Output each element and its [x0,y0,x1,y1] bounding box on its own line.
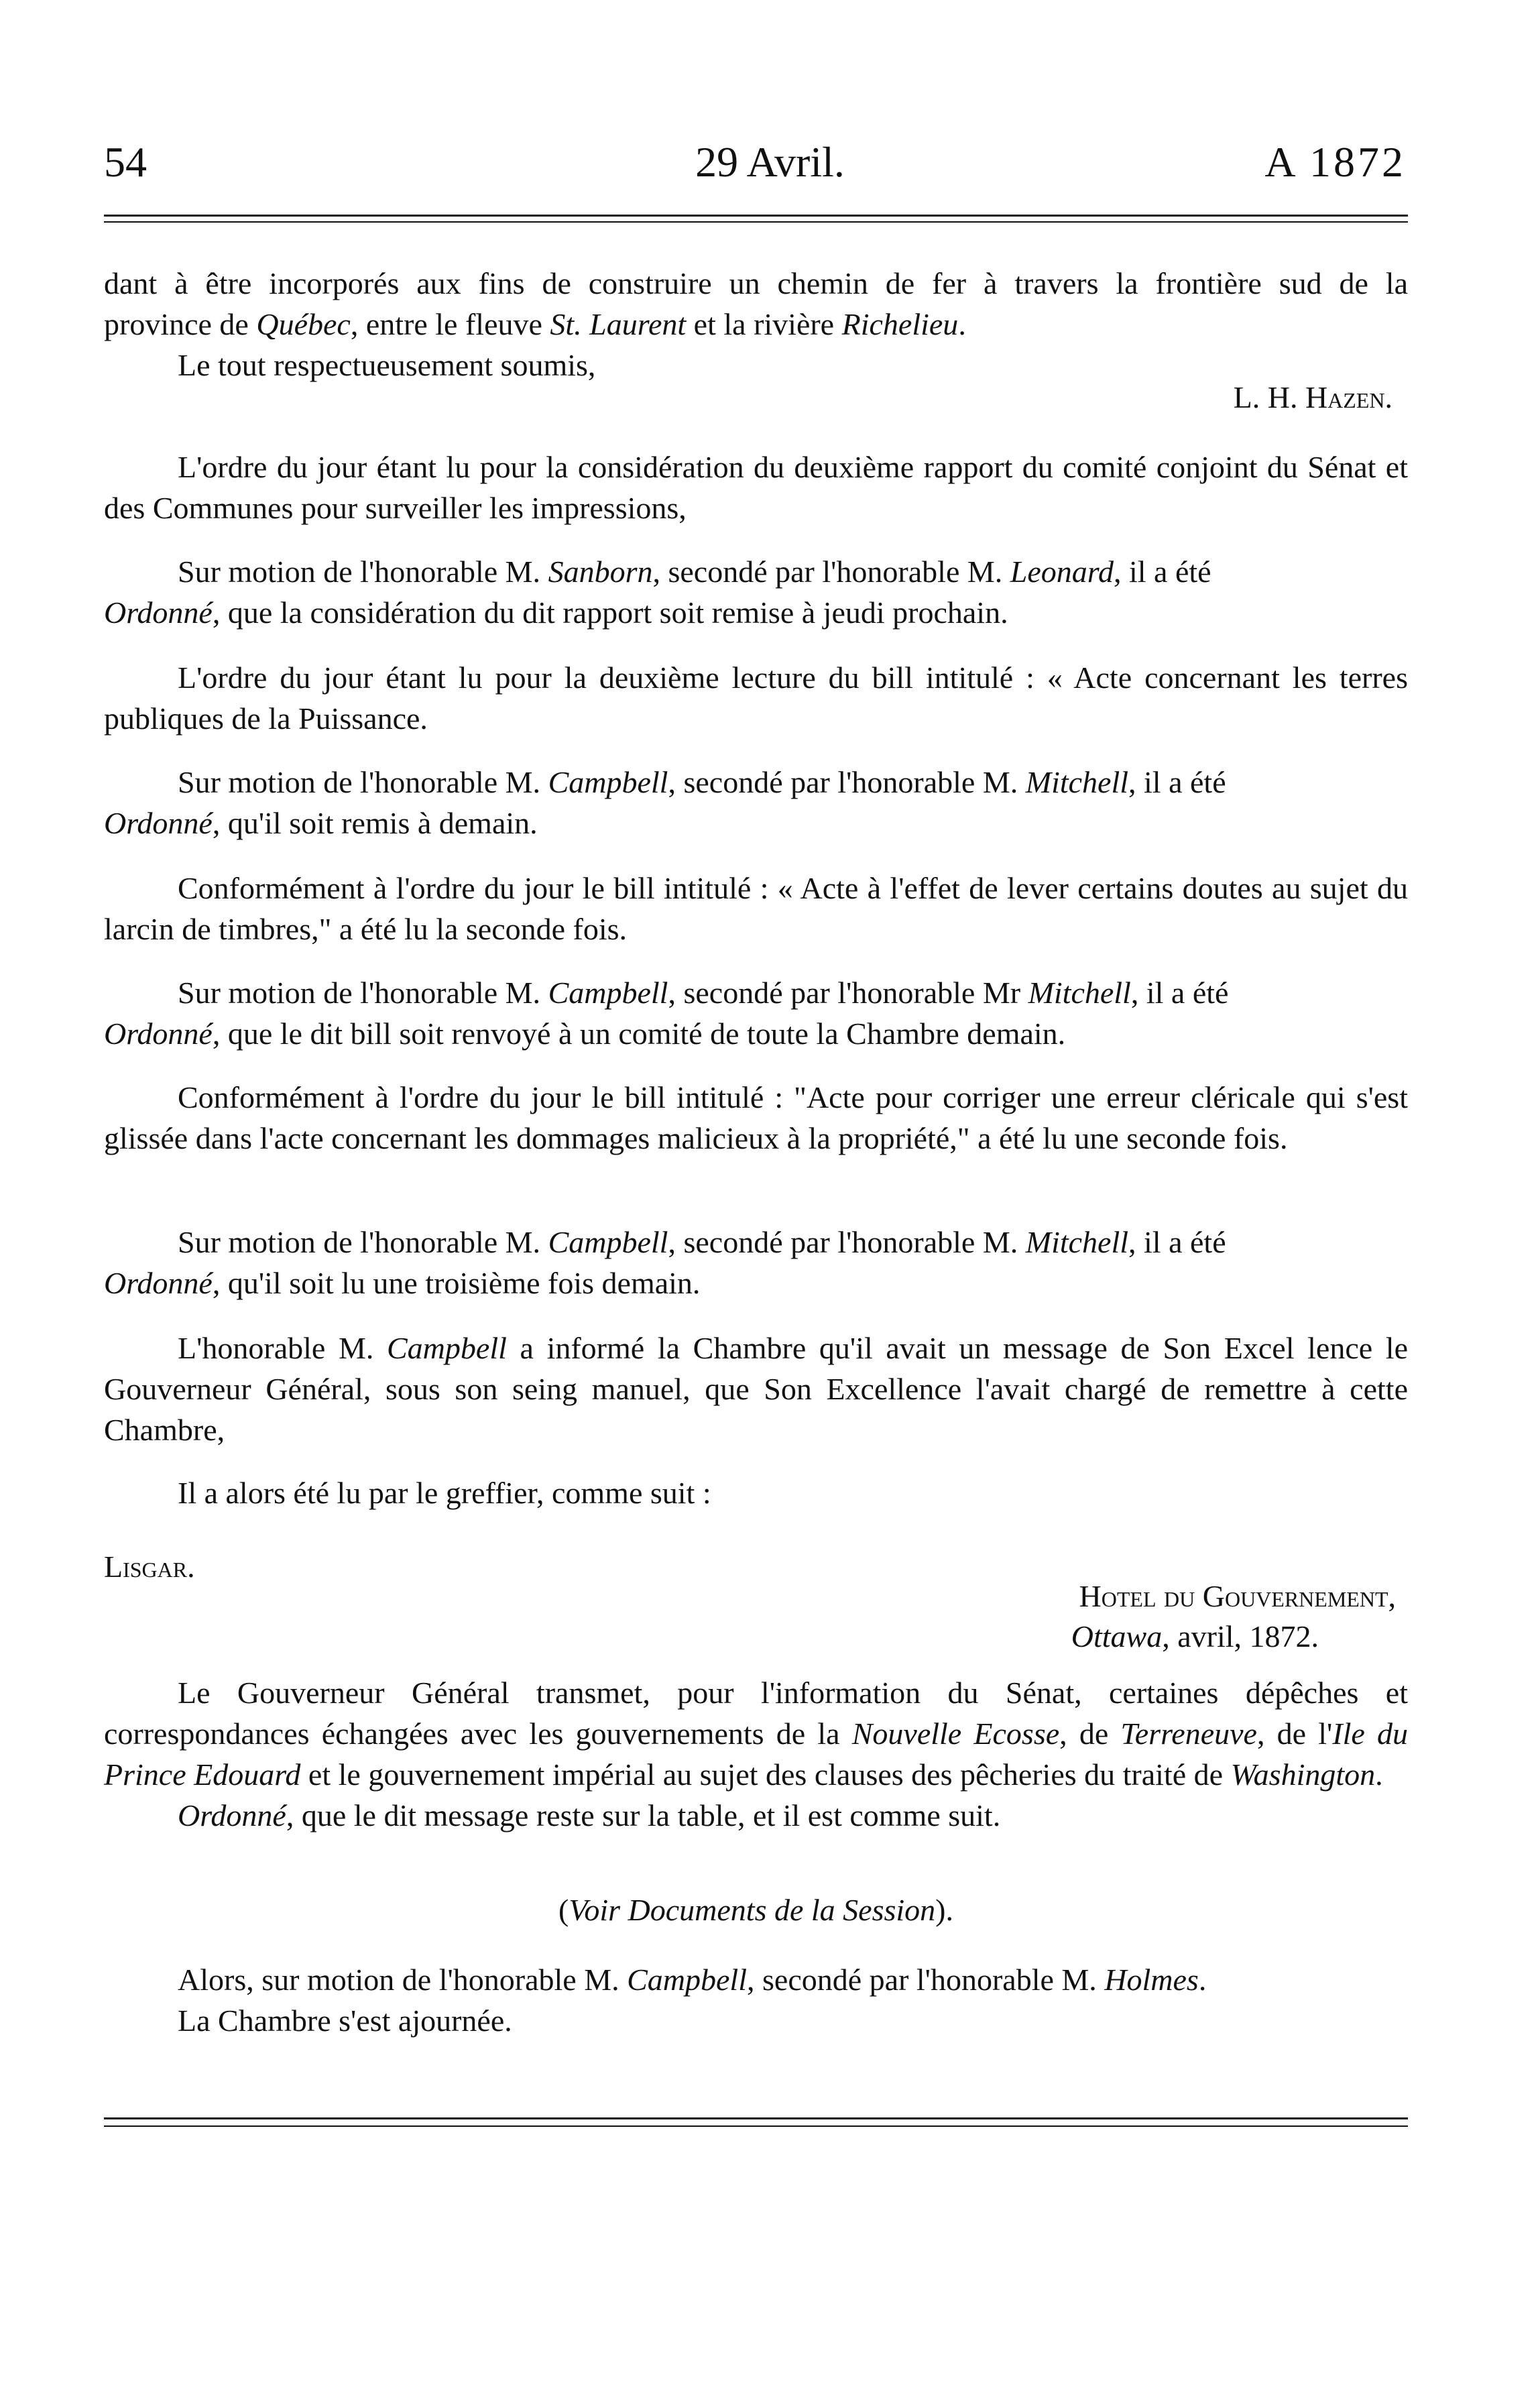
paragraph-order-report: L'ordre du jour étant lu pour la considération du deuxième rapport du comité conjoint du Sénat et des Communes pour surveiller les impressions, [104,450,1408,525]
paragraph-motion-campbell-1: Sur motion de l'honorable M. Campbell, secondé par l'honorable M. Mitchell, il a été Ordonné, qu'il soit remis à demain. [104,765,1226,840]
paragraph-message-governor: L'honorable M. Campbell a informé la Chambre qu'il avait un message de Son Excel lence le Gouverneur Général, sous son seing manuel, que Son Excellence l'avait chargé de remettre à cette Chambre, [104,1331,1408,1447]
paragraph-governor-transmits: Le Gouverneur Général transmet, pour l'information du Sénat, certaines dépêches et correspondances échangées avec les gouvernements de la Nouvelle Ecosse, de Terreneuve, de l'Ile du Prince Edouard et le gouvernement impérial au sujet des clauses des pêcheries du traité de Washington. Ordonné, que le dit message reste sur la table, et il est comme suit. [104,1672,1408,1836]
page-number: 54 [104,138,147,186]
page-year: A 1872 [1264,138,1406,186]
paragraph-motion-sanborn: Sur motion de l'honorable M. Sanborn, secondé par l'honorable M. Leonard, il a été Ordonné, que la considération du dit rapport soit remise à jeudi prochain. [104,555,1211,630]
footer-rule-bottom [104,2125,1408,2127]
page-date: 29 Avril. [695,138,845,186]
letter-place-line: Hotel du Gouvernement, [1079,1579,1396,1613]
paragraph-order-bill-lands: L'ordre du jour étant lu pour la deuxième lecture du bill intitulé : « Acte concernant les terres publiques de la Puissance. [104,660,1408,736]
paragraph-motion-campbell-3: Sur motion de l'honorable M. Campbell, secondé par l'honorable M. Mitchell, il a été Ordonné, qu'il soit lu une troisième fois demain. [104,1225,1226,1300]
paragraph-adjournment: Alors, sur motion de l'honorable M. Campbell, secondé par l'honorable M. Holmes. La Chambre s'est ajournée. [178,1963,1207,2038]
paragraph-bill-clerical-error: Conformément à l'ordre du jour le bill intitulé : "Acte pour corriger une erreur cléricale qui s'est glissée dans l'acte concernant les dommages malicieux à la propriété," a été lu une seconde fois. [104,1080,1408,1155]
continuation-line-1: dant à être incorporés aux fins de construire un chemin de fer à travers la frontière sud de la [104,266,1408,300]
continuation-paragraph [104,263,1408,386]
paragraph-read-by-clerk: Il a alors été lu par le greffier, comme suit : [178,1476,711,1510]
letter-place-date: Ottawa, avril, 1872. [1071,1619,1319,1653]
header-rule-bottom [104,221,1408,223]
ordered-message-table: Ordonné, que le dit message reste sur la table, et il est comme suit. [178,1798,1001,1832]
letter-signed-lisgar: Lisgar. [104,1550,195,1584]
header-rule-top [104,215,1408,217]
paragraph-motion-campbell-2: Sur motion de l'honorable M. Campbell, secondé par l'honorable Mr Mitchell, il a été Ordonné, que le dit bill soit renvoyé à un comité de toute la Chambre demain. [104,976,1229,1051]
closing-line: Le tout respectueusement soumis, [178,348,596,382]
signature-hazen: L. H. Hazen. [1233,380,1393,414]
documents-reference: (Voir Documents de la Session). [558,1893,953,1927]
footer-rule-top [104,2117,1408,2119]
continuation-line-2: province de Québec, entre le fleuve St. Laurent et la rivière Richelieu. [104,307,966,341]
paragraph-bill-stamps: Conformément à l'ordre du jour le bill intitulé : « Acte à l'effet de lever certains doutes au sujet du larcin de timbres," a été lu la seconde fois. [104,871,1408,946]
